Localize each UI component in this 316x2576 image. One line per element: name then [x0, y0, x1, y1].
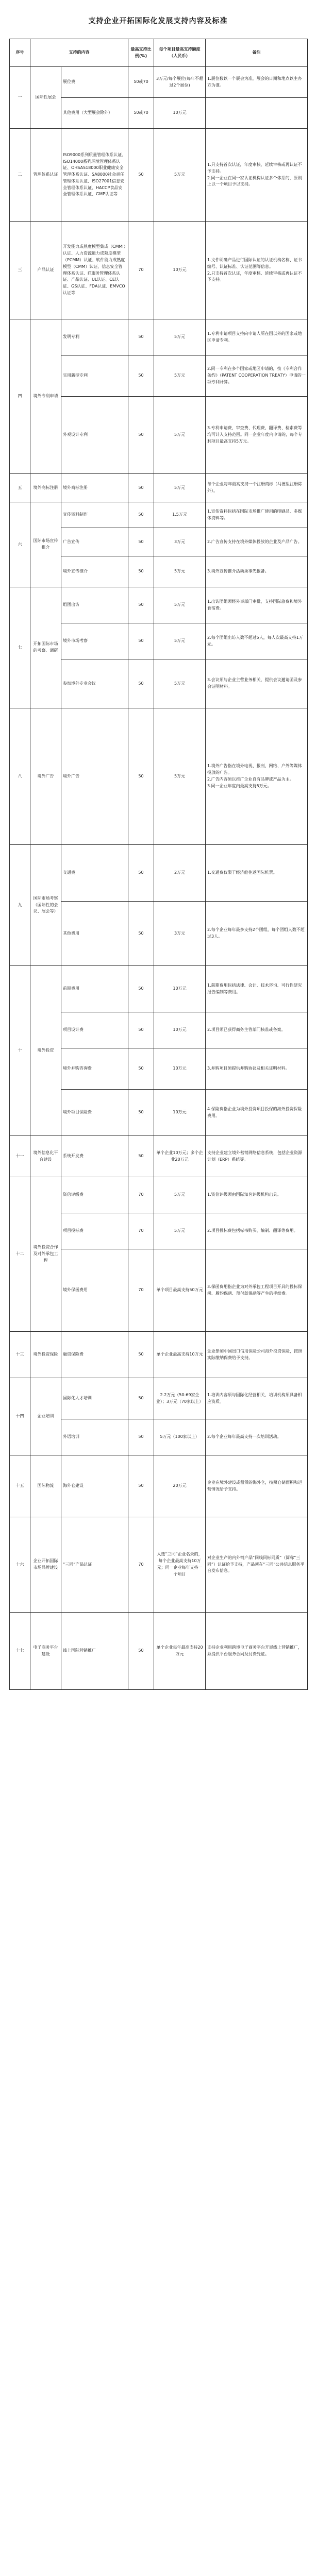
- support-amount: 5万元: [154, 397, 206, 474]
- table-row: [10, 1136, 308, 1177]
- row-number: 十: [10, 966, 30, 1136]
- support-item: 境外并购咨询费: [61, 1048, 128, 1090]
- support-amount: 5万元（100家以上）: [154, 1419, 206, 1455]
- support-amount: 3万元/每个展位(每年不超过2个展位): [154, 67, 206, 98]
- support-amount: 10万元: [154, 1090, 206, 1136]
- support-remark: 1.培训内容须与国际化经营相关，培训机构须具备相应资质。: [206, 1378, 308, 1419]
- support-remark: 3.境外宣传推介活动须事先报备。: [206, 556, 308, 587]
- support-ratio: 50: [128, 1378, 154, 1419]
- support-item: 境外广告: [61, 708, 128, 845]
- support-item: 交通费: [61, 845, 128, 902]
- support-category: 境外投资保险: [30, 1332, 61, 1378]
- support-category: 境外商标注册: [30, 474, 61, 502]
- support-category: 企业培训: [30, 1378, 61, 1455]
- support-category: 国际物流: [30, 1455, 61, 1517]
- support-remark: 2.每个企业每年最高支持一次培训活动。: [206, 1419, 308, 1455]
- row-number: 十二: [10, 1177, 30, 1332]
- support-amount: 5万元: [154, 1213, 206, 1249]
- table-row: [10, 1332, 308, 1378]
- support-category: 境外投资合作及对外承包工程: [30, 1177, 61, 1332]
- support-ratio: 50: [128, 587, 154, 623]
- support-item: 外观设计专利: [61, 397, 128, 474]
- support-remark: 3.会议须与企业主营业务相关，提供会议邀请函及参会证明材料。: [206, 659, 308, 708]
- support-category: 电子商务平台建设: [30, 1613, 61, 1690]
- table-row: [10, 129, 308, 222]
- support-ratio: 50: [128, 355, 154, 397]
- table-row: [10, 587, 308, 623]
- support-item: 其他费用（大型展会除外）: [61, 98, 128, 129]
- support-amount: 5万元: [154, 129, 206, 222]
- header-amount: 每个项目最高支持额度（人民币）: [154, 39, 206, 67]
- support-ratio: 50: [128, 1048, 154, 1090]
- support-ratio: 70: [128, 1177, 154, 1213]
- row-number: 四: [10, 319, 30, 474]
- support-remark: 2.每个团组出访人数不超过5人，每人次最高支持1万元。: [206, 623, 308, 659]
- header-content: 支持的内容: [30, 39, 128, 67]
- support-remark: 1.前期费用包括法律、会计、技术咨询、可行性研究报告编制等费用。: [206, 966, 308, 1012]
- support-remark: 3.专利申请费、审查费、代理费、翻译费、检索费等均可计入支持范围。同一企业年度内申请的，每个专利项目最高支持5万元。: [206, 397, 308, 474]
- row-number: 十四: [10, 1378, 30, 1455]
- support-remark: 支持企业建立境外营销网络信息系统，包括企业资源计划（ERP）系统等。: [206, 1136, 308, 1177]
- table-row: [10, 966, 308, 1012]
- header-no: 序号: [10, 39, 30, 67]
- support-ratio: 50: [128, 623, 154, 659]
- support-item: 国际化人才培训: [61, 1378, 128, 1419]
- support-remark: 2.项目投标费包括标书购买、编制、翻译等费用。: [206, 1213, 308, 1249]
- support-remark: 2.每个企业每年最多支持2个团组，每个团组人数不超过3人。: [206, 902, 308, 966]
- support-amount: 5万元: [154, 1177, 206, 1213]
- support-remark: 1.资信评级须由国际知名评级机构出具。: [206, 1177, 308, 1213]
- support-ratio: 50: [128, 474, 154, 502]
- support-item: 系统开发费: [61, 1136, 128, 1177]
- support-ratio: 50: [128, 1090, 154, 1136]
- support-item: 项目设计费: [61, 1012, 128, 1048]
- support-item: ISO9000系列质量管理体系认证、ISO14000系列环境管理体系认证、OHSAS18000职业健康安全管理体系认证、SA8000社会责任管理体系认证、ISO27001信息安全管理体系认证、HACCP食品安全管理体系认证、GMP认证等: [61, 129, 128, 222]
- row-number: 七: [10, 587, 30, 708]
- support-remark: 2.广告宣传支持在境外媒体投放的企业及产品广告。: [206, 528, 308, 556]
- support-remark: 3.并购项目须提供并购协议及相关证明材料。: [206, 1048, 308, 1090]
- support-item: 实用新型专利: [61, 355, 128, 397]
- support-remark: 1.文件明确产品进行国际认证的认证机构名称、证书编号、认证标准、认证范围等信息。 2.只支持首次认证，年度审核、延续审核或再认证不予支持。: [206, 222, 308, 319]
- support-amount: 5万元: [154, 319, 206, 355]
- support-remark: 1.展位数以一个展会为准，展会的日期和地点以主办方为准。: [206, 67, 308, 98]
- support-amount: 2.2万元（50-69家企业）；3万元（70家以上）: [154, 1378, 206, 1419]
- support-amount: 单个企业最高支持10万元: [154, 1332, 206, 1378]
- support-remark: 1.交通费仅限于经济舱往返国际机票。: [206, 845, 308, 902]
- row-number: 六: [10, 502, 30, 587]
- support-ratio: 70: [128, 222, 154, 319]
- support-amount: 1.5万元: [154, 502, 206, 528]
- support-ratio: 50或70: [128, 98, 154, 129]
- row-number: 一: [10, 67, 30, 129]
- support-ratio: 70: [128, 1249, 154, 1332]
- support-category: 企业开拓国际市场品牌建设: [30, 1517, 61, 1613]
- support-amount: 单个企业10万元；多个企业20万元: [154, 1136, 206, 1177]
- support-amount: 单个企业每年最高支持20万元: [154, 1613, 206, 1690]
- support-ratio: 50: [128, 1419, 154, 1455]
- support-ratio: 50: [128, 1613, 154, 1690]
- page-title: 支持企业开拓国际化发展支持内容及标准: [88, 17, 228, 25]
- support-item: 境外商标注册: [61, 474, 128, 502]
- table-row: [10, 474, 308, 502]
- support-item: 境外保函费用: [61, 1249, 128, 1332]
- support-item: 发明专利: [61, 319, 128, 355]
- support-amount: 3万元: [154, 902, 206, 966]
- support-remark: 1.宣传资料包括在国际市场推广使用的印刷品、多媒体资料等。: [206, 502, 308, 528]
- support-category: 开拓国际市场的考察、调研: [30, 587, 61, 708]
- table-row: [10, 1517, 308, 1613]
- header-ratio: 最高支持比例(%): [128, 39, 154, 67]
- support-amount: 5万元: [154, 659, 206, 708]
- support-amount: 10万元: [154, 1048, 206, 1090]
- row-number: 十六: [10, 1517, 30, 1613]
- row-number: 九: [10, 845, 30, 966]
- support-amount: 5万元: [154, 708, 206, 845]
- support-category: 境外专利申请: [30, 319, 61, 474]
- support-ratio: 70: [128, 1517, 154, 1613]
- support-ratio: 50: [128, 556, 154, 587]
- support-amount: 10万元: [154, 1012, 206, 1048]
- support-item: 海外仓建设: [61, 1455, 128, 1517]
- support-remark: 对企业生产的内外销产品“同线同标同质”（简称“三同”）认证给予支持，产品须在“三同”公共信息服务平台发布信息。: [206, 1517, 308, 1613]
- support-item: 项目投标费: [61, 1213, 128, 1249]
- support-ratio: 50: [128, 1012, 154, 1048]
- support-remark: 1.出访团组须经外事部门审批，支持国际旅费和境外食宿费。: [206, 587, 308, 623]
- support-category: 国际市场考察（国际性的会议、展会等）: [30, 845, 61, 966]
- support-category: 境外广告: [30, 708, 61, 845]
- support-category: 国际性展会: [30, 67, 61, 129]
- support-amount: 10万元: [154, 966, 206, 1012]
- support-item: 广告宣传: [61, 528, 128, 556]
- support-item: 融资保险费: [61, 1332, 128, 1378]
- row-number: 十一: [10, 1136, 30, 1177]
- support-amount: 2万元: [154, 845, 206, 902]
- support-ratio: 50: [128, 1455, 154, 1517]
- support-ratio: 50: [128, 966, 154, 1012]
- table-row: [10, 1378, 308, 1419]
- support-ratio: 50: [128, 902, 154, 966]
- support-amount: 5万元: [154, 587, 206, 623]
- support-ratio: 50: [128, 845, 154, 902]
- support-remark: 2.同一专利在多个国家或地区申请的，按《专利合作条约》（PATENT COOPERATION TREATY）申请的一项专利计算。: [206, 355, 308, 397]
- support-remark: 支持企业利用跨境电子商务平台开展线上营销推广，须提供平台服务合同及付费凭证。: [206, 1613, 308, 1690]
- support-ratio: 50: [128, 528, 154, 556]
- support-amount: 5万元: [154, 556, 206, 587]
- support-amount: 10万元: [154, 98, 206, 129]
- support-category: 境外信息化平台建设: [30, 1136, 61, 1177]
- row-number: 十五: [10, 1455, 30, 1517]
- header-remark: 备注: [206, 39, 308, 67]
- support-ratio: 50或70: [128, 67, 154, 98]
- table-row: [10, 845, 308, 902]
- support-item: “三同”产品认证: [61, 1517, 128, 1613]
- support-ratio: 50: [128, 502, 154, 528]
- row-number: 十七: [10, 1613, 30, 1690]
- support-standards-table: [9, 39, 308, 1690]
- table-row: [10, 319, 308, 355]
- support-remark: 每个企业每年最高支持一个注册商标（马德里注册除外）。: [206, 474, 308, 502]
- support-ratio: 50: [128, 319, 154, 355]
- support-ratio: 50: [128, 129, 154, 222]
- support-remark: 1.境外广告指在境外电视、报刊、网络、户外等媒体投放的广告。 2.广告内容须以推广企业自有品牌或产品为主。 3.同一企业年度内最高支持5万元。: [206, 708, 308, 845]
- support-amount: 3万元: [154, 528, 206, 556]
- support-item: 境外项目保险费: [61, 1090, 128, 1136]
- table-row: [10, 502, 308, 528]
- support-amount: 5万元: [154, 474, 206, 502]
- support-remark: 4.保险费指企业为境外投资项目投保的海外投资保险费用。: [206, 1090, 308, 1136]
- row-number: 三: [10, 222, 30, 319]
- support-item: 其他费用: [61, 902, 128, 966]
- table-body: [10, 67, 308, 1690]
- support-item: 参加境外专业会议: [61, 659, 128, 708]
- support-ratio: 70: [128, 1213, 154, 1249]
- support-remark: 2.项目须已获得商务主管部门核准或备案。: [206, 1012, 308, 1048]
- support-remark: 1.只支持首次认证，年度审核、延续审核或再认证不予支持。 2.同一企业在同一家认证机构认证多个体系的，原则上以一个项目予以支持。: [206, 129, 308, 222]
- support-category: 产品认证: [30, 222, 61, 319]
- support-ratio: 50: [128, 708, 154, 845]
- support-amount: 入选“三同”企业名录的，每个企业最高支持10万元；同一企业每年支持一个项目: [154, 1517, 206, 1613]
- support-amount: 20万元: [154, 1455, 206, 1517]
- support-category: 境外投资: [30, 966, 61, 1136]
- support-category: 管理体系认证: [30, 129, 61, 222]
- support-ratio: 50: [128, 659, 154, 708]
- table-row: [10, 67, 308, 98]
- support-remark: 企业参加中国出口信用保险公司海外投资保险，按照实际缴纳保费给予支持。: [206, 1332, 308, 1378]
- support-item: 外语培训: [61, 1419, 128, 1455]
- support-item: 资信评级费: [61, 1177, 128, 1213]
- support-item: 开发能力成熟度模型集成（CMMI）认证、人力资源能力成熟度模型（PCMM）认证、软件能力成熟度模型（CMM）认证、信息安全管理体系认证、IT服务管理体系认证、产品认证、UL认证、CE认证、GS认证、FDA认证、EMVCO认证等: [61, 222, 128, 319]
- support-category: 国际市场宣传推介: [30, 502, 61, 587]
- support-item: 境外市场考察: [61, 623, 128, 659]
- support-amount: 5万元: [154, 623, 206, 659]
- support-ratio: 50: [128, 397, 154, 474]
- support-item: 境外宣传推介: [61, 556, 128, 587]
- support-remark: 1.专利申请项目支持向申请人所在国以外的国家或地区申请专利。: [206, 319, 308, 355]
- row-number: 十三: [10, 1332, 30, 1378]
- row-number: 八: [10, 708, 30, 845]
- support-item: 线上国际营销推广: [61, 1613, 128, 1690]
- support-ratio: 50: [128, 1332, 154, 1378]
- support-item: 展位费: [61, 67, 128, 98]
- support-amount: 单个项目最高支持50万元: [154, 1249, 206, 1332]
- support-item: 前期费用: [61, 966, 128, 1012]
- support-remark: 3.保函费用指企业为对外承包工程项目开具的投标保函、履约保函、预付款保函等产生的手续费。: [206, 1249, 308, 1332]
- table-row: [10, 708, 308, 845]
- support-ratio: 50: [128, 1136, 154, 1177]
- support-amount: 5万元: [154, 355, 206, 397]
- table-row: [10, 1455, 308, 1517]
- table-row: [10, 1177, 308, 1213]
- support-remark: [206, 98, 308, 129]
- support-amount: 10万元: [154, 222, 206, 319]
- table-row: [10, 1613, 308, 1690]
- table-row: [10, 222, 308, 319]
- row-number: 二: [10, 129, 30, 222]
- support-item: 组团出访: [61, 587, 128, 623]
- support-remark: 企业在境外建设或租赁的海外仓，按照仓储面积和运营情况给予支持。: [206, 1455, 308, 1517]
- support-item: 宣传资料制作: [61, 502, 128, 528]
- row-number: 五: [10, 474, 30, 502]
- table-header-row: [10, 39, 308, 67]
